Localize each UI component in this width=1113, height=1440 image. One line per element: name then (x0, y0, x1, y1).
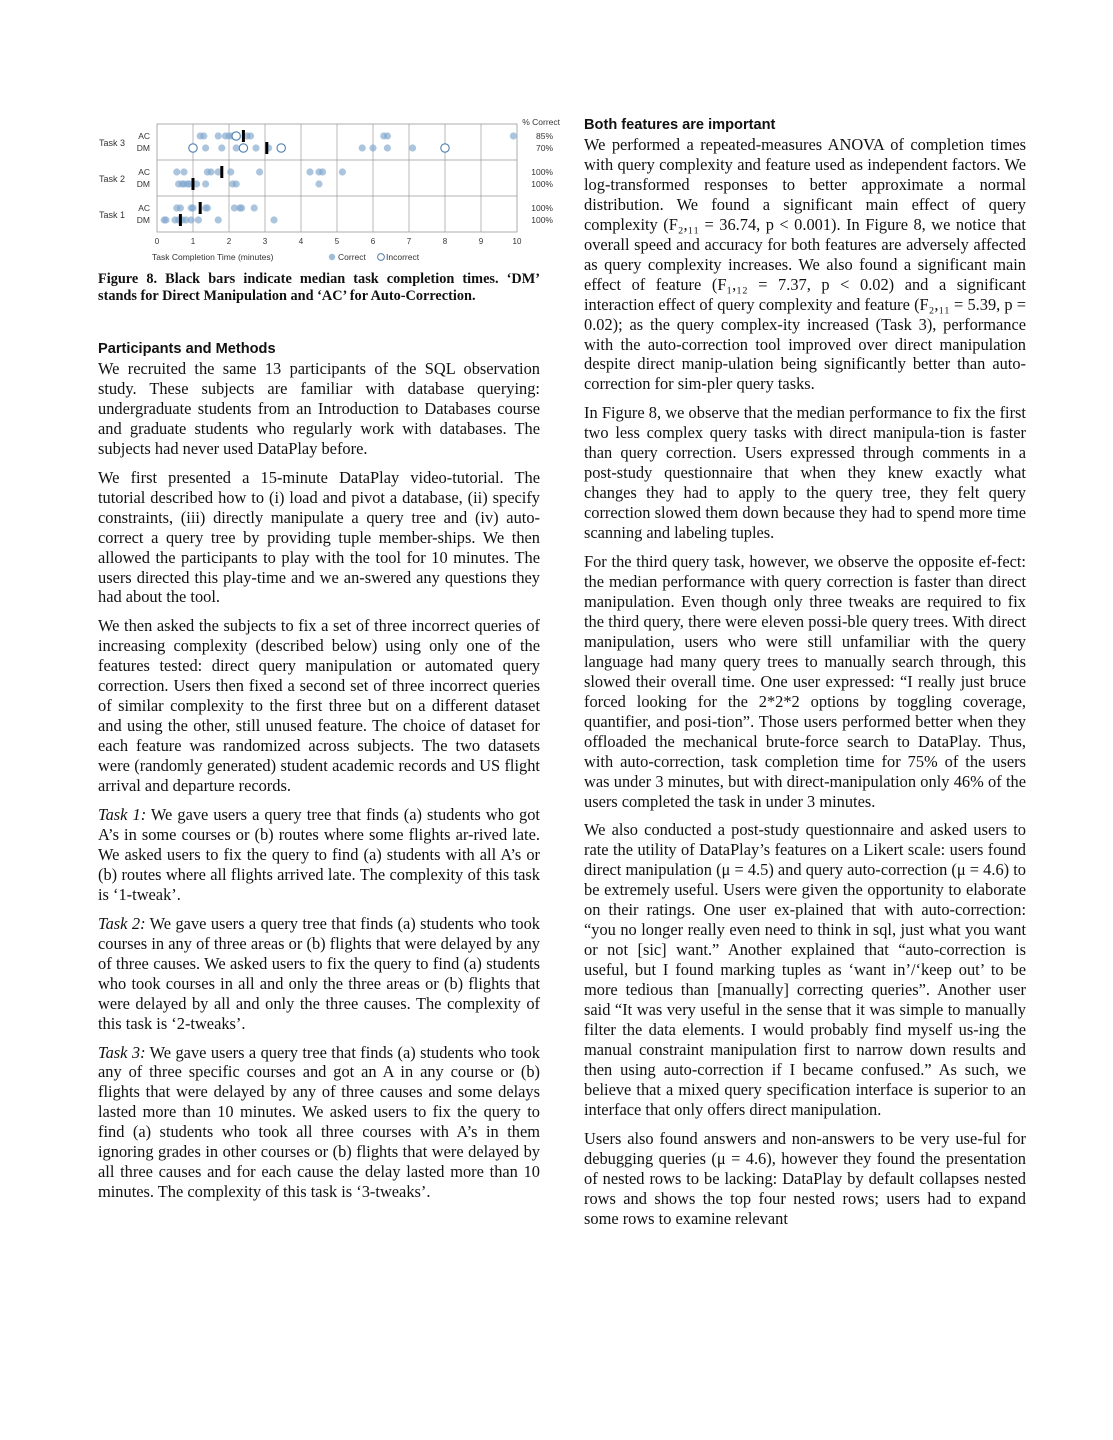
feature-label: AC (138, 203, 150, 213)
paragraph-text: We gave users a query tree that finds (a) students who got A’s in some courses or (b) routes where some flights ar-rived late. We asked users to fix the query to find (a) students with all A’s or (b) routes where all flights arrived late. The complexity of this task is ‘1-tweak’. (98, 805, 540, 904)
incorrect-point (239, 144, 247, 152)
correct-point (256, 168, 263, 175)
percent-correct-value: 100% (531, 179, 553, 189)
paragraph-text: We recruited the same 13 participants of the SQL observation study. These subjects are familiar with database querying: undergraduate students from an Introduction to Databases course and graduate students who regularly work with databases. The subjects had never used DataPlay before. (98, 359, 540, 458)
paragraph (98, 468, 540, 608)
right-column (584, 116, 1026, 1238)
correct-point (173, 168, 180, 175)
paragraph (584, 820, 1026, 1119)
feature-label: DM (136, 179, 150, 189)
feature-label: DM (136, 143, 150, 153)
paragraph-anova (584, 135, 1026, 394)
correct-point (369, 144, 376, 151)
correct-point (215, 216, 222, 223)
completion-time-chart (95, 112, 565, 272)
correct-point (251, 204, 258, 211)
x-tick-label: 1 (190, 237, 196, 246)
x-tick-label: 2 (226, 237, 232, 246)
legend-incorrect-label: Incorrect (386, 252, 420, 262)
median-bar (265, 142, 268, 154)
correct-point (202, 180, 209, 187)
correct-point (384, 132, 391, 139)
correct-point (177, 204, 184, 211)
paragraph-lead: Task 1: (98, 805, 147, 825)
correct-point (359, 144, 366, 151)
paragraph-text: We gave users a query tree that finds (a) students who took courses in any of three areas or (b) flights that were delayed by any of three causes. We asked users to fix the query to find (a) students who took courses in all and only the three areas or (b) flights that were delayed by all and only the three causes. The complexity of this task is ‘2-tweaks’. (98, 913, 541, 1033)
percent-correct-value: 100% (531, 203, 553, 213)
correct-point (409, 144, 416, 151)
incorrect-point (277, 144, 285, 152)
x-tick-label: 4 (298, 237, 304, 246)
x-tick-label: 8 (442, 237, 448, 246)
paragraph-text: We gave users a query tree that finds (a) students who took any of three specific courses and got an A in any course or (b) flights that were delayed by any of three causes and some delays lasted more than 10 minutes. We asked users to fix the query to find (a) students who took all three courses with A’s in them ignoring grades in other courses or (b) flights that were delayed by all three causes and for each cause the delay lasted more than 10 minutes. The complexity of this task is ‘3-tweaks’. (98, 1042, 541, 1202)
figure-caption: Figure 8. Black bars indicate median task completion times. ‘DM’ stands for Direct Manipulation and ‘AC’ for Auto-Correction. (98, 271, 540, 304)
feature-label: DM (136, 215, 150, 225)
median-bar (199, 202, 202, 214)
paragraph (98, 616, 540, 796)
x-tick-label: 7 (406, 237, 412, 246)
legend-correct-label: Correct (338, 252, 366, 262)
x-tick-label: 5 (334, 237, 340, 246)
correct-point (315, 180, 322, 187)
paragraph-task-2 (98, 914, 540, 1034)
paragraph (584, 403, 1026, 543)
left-column (98, 340, 540, 1211)
task-label: Task 2 (99, 174, 126, 184)
correct-point (188, 216, 195, 223)
paragraph-task-3 (98, 1043, 540, 1203)
incorrect-point (232, 132, 240, 140)
correct-point (510, 132, 517, 139)
paragraph-text: For the third query task, however, we observe the opposite ef-fect: the median performance with query correction is faster than direct manipulation. Even though only three tweaks are required to fix the third query, there were eleven possi-ble query trees. With direct manipulation, users who were still unfamiliar with the query language had many query trees to manually search through, this slowed their overall time. One user expressed: “I really just bruce forced looking for the 2*2*2 options by toggling coverage, quantifier, and posi-tion”. Those users performed better when they offloaded the mechanical brute-force search to DataPlay. Thus, with auto-correction, task completion time for 75% of the users was under 3 minutes, but with direct-manipulation only 46% of the users completed the task in under 3 minutes. (584, 552, 1026, 811)
figure-8 (95, 112, 565, 272)
correct-point (195, 216, 202, 223)
feature-label: AC (138, 167, 150, 177)
section-title-both-features: Both features are important (584, 117, 776, 133)
median-bar (179, 214, 182, 226)
x-tick-label: 0 (154, 237, 160, 246)
percent-correct-value: 100% (531, 167, 553, 177)
incorrect-point (441, 144, 449, 152)
correct-point (247, 132, 254, 139)
correct-point (207, 168, 214, 175)
correct-point (215, 132, 222, 139)
correct-point (233, 180, 240, 187)
task-label: Task 3 (99, 138, 126, 148)
paragraph (98, 359, 540, 459)
paragraph (584, 552, 1026, 811)
correct-point (218, 144, 225, 151)
task-label: Task 1 (99, 210, 126, 220)
legend-incorrect-marker (378, 254, 385, 261)
correct-point (270, 216, 277, 223)
correct-point (339, 168, 346, 175)
correct-point (162, 216, 169, 223)
correct-point (204, 204, 211, 211)
paragraph-text: In Figure 8, we observe that the median performance to fix the first two less complex query tasks with direct manipula-tion is faster than query correction. Users expressed through comments in a post-study questionnaire that when they knew exactly what changes they had to apply to the query tree, they felt query correction slowed them down because they had to spend more time scanning and labeling tuples. (584, 403, 1026, 543)
percent-correct-header: % Correct (522, 117, 560, 127)
paragraph-text: We performed a repeated-measures ANOVA of completion times with query complexity and feature used as independent factors. We log-transformed responses to better approximate a normal distribution. We found a significant main effect of query complexity (F₂,₁₁ = 36.74, p < 0.001). In Figure 8, we notice that overall speed and accuracy for both features are adversely affected as query complexity increases. We also found a significant main effect of feature (F₁,₁₂ = 7.37, p < 0.02) and a significant interaction effect of query complexity and feature (F₂,₁₁ = 5.39, p = 0.02); as the query complex-ity increased (Task 3), performance with the auto-correction tool improved over direct manipulation despite direct manip-ulation being significantly better than auto-correction for sim-pler query tasks. (584, 135, 1026, 394)
incorrect-point (189, 144, 197, 152)
paragraph-text: We first presented a 15-minute DataPlay video-tutorial. The tutorial described how to (i) load and pivot a database, (ii) specify constraints, (iii) directly manipulate a query tree and (iv) auto-correct a query tree by providing tuple member-ships. We then allowed the participants to play with the tool for 10 minutes. The users directed this play-time and we an-swered any questions they had about the tool. (98, 467, 540, 607)
percent-correct-value: 85% (535, 131, 553, 141)
correct-point (319, 168, 326, 175)
paragraph-lead: Task 3: (98, 1042, 146, 1062)
correct-point (202, 144, 209, 151)
correct-point (189, 204, 196, 211)
paragraph-text: We then asked the subjects to fix a set of three incorrect queries of increasing complexity (described below) using only one of the features tested: direct query manipulation or automated query correction. Users then fixed a second set of three incorrect queries of similar complexity to the first three but on a different dataset and using the other, still unused feature. The choice of dataset for each feature was randomized across subjects. The two datasets were (randomly generated) student academic records and US flight arrival and departure records. (98, 616, 540, 796)
percent-correct-value: 70% (535, 143, 553, 153)
x-tick-label: 10 (512, 237, 522, 246)
x-tick-label: 9 (478, 237, 484, 246)
correct-point (238, 204, 245, 211)
x-axis-label: Task Completion Time (minutes) (152, 252, 274, 262)
percent-correct-value: 100% (531, 215, 553, 225)
correct-point (252, 144, 259, 151)
median-bar (220, 166, 223, 178)
correct-point (306, 168, 313, 175)
feature-label: AC (138, 131, 150, 141)
paragraph-task-1 (98, 805, 540, 905)
x-tick-label: 3 (262, 237, 268, 246)
section-title-participants: Participants and Methods (98, 341, 276, 357)
x-tick-label: 6 (370, 237, 376, 246)
correct-point (180, 168, 187, 175)
legend-correct-marker (329, 254, 335, 260)
paragraph-text: Users also found answers and non-answers to be very use-ful for debugging queries (μ = 4.6), however they found the presentation of nested rows to be lacking: DataPlay by default collapses nested rows and shows the top four nested rows; users had to expand some rows to examine relevant (584, 1128, 1026, 1228)
paragraph-lead: Task 2: (98, 913, 146, 933)
correct-point (227, 168, 234, 175)
correct-point (200, 132, 207, 139)
median-bar (242, 130, 245, 142)
paragraph-text: We also conducted a post-study questionnaire and asked users to rate the utility of DataPlay’s features on a Likert scale: users found direct manipulation (μ = 4.5) and query auto-correction (μ = 4.6) to be extremely useful. Users were given the opportunity to elaborate on their ratings. One user ex-plained that with auto-correction: “you no longer really even need to think in sql, just what you want or not [sic] want.” Another explained that “auto-correction is useful, but I found marking tuples as ‘want in’/‘keep out’ to be more tedious than [manually] correcting queries”. Another user said “It was very useful in the sense that it was simple to manually filter the data elements. I would probably find myself us-ing the manual constraint manipulation first to narrow down results and then using auto-correction if I became confused.” As such, we believe that a mixed query specification interface is superior to an interface that only offers direct manipulation. (584, 820, 1026, 1119)
median-bar (192, 178, 195, 190)
correct-point (384, 144, 391, 151)
paragraph (584, 1129, 1026, 1229)
